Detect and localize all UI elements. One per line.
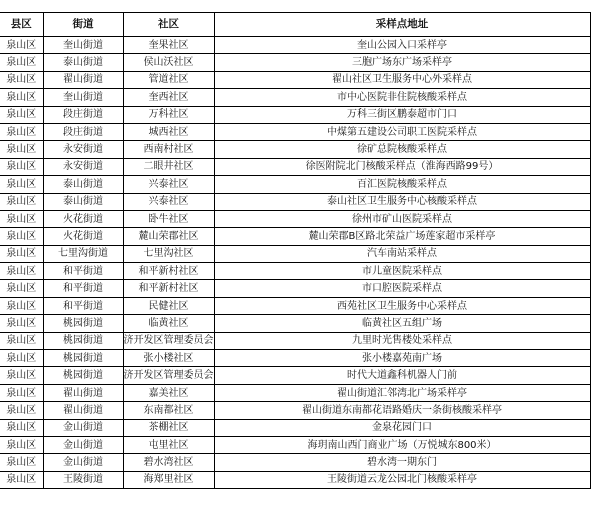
cell-community: 卧牛社区: [123, 210, 214, 227]
table-row: [0, 193, 590, 210]
header-district: 县区: [0, 13, 43, 37]
cell-address: 徐矿总院核酸采样点: [214, 141, 590, 158]
cell-address: 碧水湾一期东门: [214, 454, 590, 471]
cell-address: 张小楼嘉苑南广场: [214, 350, 590, 367]
table-row: [0, 228, 590, 245]
cell-street: 奎山街道: [43, 89, 123, 106]
cell-street: 金山街道: [43, 419, 123, 436]
header-address: 采样点地址: [214, 13, 590, 37]
cell-address: 海玥南山西门商业广场（万悦城东800米）: [214, 436, 590, 453]
cell-address: 西苑社区卫生服务中心采样点: [214, 297, 590, 314]
cell-street: 桃园街道: [43, 332, 123, 349]
cell-community: 七里沟社区: [123, 245, 214, 262]
cell-district: 泉山区: [0, 436, 43, 453]
spreadsheet-sheet: [0, 12, 600, 489]
cell-street: 金山街道: [43, 436, 123, 453]
cell-street: 段庄街道: [43, 123, 123, 140]
cell-district: 泉山区: [0, 71, 43, 88]
cell-community: 海郑里社区: [123, 471, 214, 488]
cell-address: 百汇医院核酸采样点: [214, 176, 590, 193]
cell-address: 金泉花园门口: [214, 419, 590, 436]
cell-address: 九里时光售楼处采样点: [214, 332, 590, 349]
cell-community: 民健社区: [123, 297, 214, 314]
table-row: [0, 245, 590, 262]
cell-address: 中煤第五建设公司职工医院采样点: [214, 123, 590, 140]
table-row: [0, 367, 590, 384]
cell-address: 徐医附院北门核酸采样点（淮海西路99号）: [214, 158, 590, 175]
cell-community: 和平新村社区: [123, 263, 214, 280]
cell-street: 桃园街道: [43, 367, 123, 384]
cell-street: 奎山街道: [43, 37, 123, 54]
table-row: [0, 89, 590, 106]
cell-street: 和平街道: [43, 263, 123, 280]
cell-community: 兴泰社区: [123, 193, 214, 210]
header-community: 社区: [123, 13, 214, 37]
cell-community: 济开发区管理委员会: [123, 332, 214, 349]
cell-address: 三胞广场东广场采样亭: [214, 54, 590, 71]
cell-address: 麓山荣郡B区路北荣益广场莲家超市采样亭: [214, 228, 590, 245]
cell-district: 泉山区: [0, 332, 43, 349]
cell-street: 和平街道: [43, 280, 123, 297]
cell-address: 临黄社区五组广场: [214, 315, 590, 332]
header-street: 街道: [43, 13, 123, 37]
table-row: [0, 350, 590, 367]
cell-district: 泉山区: [0, 315, 43, 332]
cell-community: 茶棚社区: [123, 419, 214, 436]
cell-community: 屯里社区: [123, 436, 214, 453]
table-header-row: [0, 13, 590, 37]
table-row: [0, 37, 590, 54]
table-row: [0, 263, 590, 280]
cell-street: 和平街道: [43, 297, 123, 314]
table-row: [0, 315, 590, 332]
cell-district: 泉山区: [0, 141, 43, 158]
sampling-sites-table: [0, 12, 591, 489]
cell-district: 泉山区: [0, 210, 43, 227]
table-row: [0, 384, 590, 401]
cell-community: 东南都社区: [123, 402, 214, 419]
table-row: [0, 419, 590, 436]
table-row: [0, 471, 590, 488]
cell-address: 万科三街区鹏泰超市门口: [214, 106, 590, 123]
cell-street: 泰山街道: [43, 176, 123, 193]
cell-community: 城西社区: [123, 123, 214, 140]
cell-district: 泉山区: [0, 471, 43, 488]
cell-district: 泉山区: [0, 297, 43, 314]
cell-street: 泰山街道: [43, 54, 123, 71]
cell-address: 翟山街道东南都花语路婚庆一条街核酸采样亭: [214, 402, 590, 419]
cell-address: 市中心医院非住院核酸采样点: [214, 89, 590, 106]
cell-community: 管道社区: [123, 71, 214, 88]
table-row: [0, 123, 590, 140]
cell-district: 泉山区: [0, 454, 43, 471]
cell-district: 泉山区: [0, 123, 43, 140]
cell-district: 泉山区: [0, 367, 43, 384]
cell-district: 泉山区: [0, 350, 43, 367]
cell-community: 二眼井社区: [123, 158, 214, 175]
cell-address: 市口腔医院采样点: [214, 280, 590, 297]
cell-street: 翟山街道: [43, 71, 123, 88]
table-row: [0, 176, 590, 193]
table-body: [0, 37, 590, 489]
cell-community: 奎果社区: [123, 37, 214, 54]
cell-community: 麓山荣郡社区: [123, 228, 214, 245]
cell-address: 王陵街道云龙公园北门核酸采样亭: [214, 471, 590, 488]
table-row: [0, 436, 590, 453]
cell-street: 桃园街道: [43, 315, 123, 332]
cell-district: 泉山区: [0, 280, 43, 297]
cell-street: 翟山街道: [43, 402, 123, 419]
cell-district: 泉山区: [0, 158, 43, 175]
cell-street: 永安街道: [43, 158, 123, 175]
cell-community: 张小楼社区: [123, 350, 214, 367]
cell-address: 汽车南站采样点: [214, 245, 590, 262]
cell-street: 火花街道: [43, 228, 123, 245]
table-row: [0, 141, 590, 158]
cell-district: 泉山区: [0, 193, 43, 210]
cell-street: 王陵街道: [43, 471, 123, 488]
cell-street: 翟山街道: [43, 384, 123, 401]
cell-street: 桃园街道: [43, 350, 123, 367]
cell-address: 翟山街道汇邻湾北广场采样亭: [214, 384, 590, 401]
cell-district: 泉山区: [0, 54, 43, 71]
table-row: [0, 210, 590, 227]
table-row: [0, 106, 590, 123]
cell-community: 侯山沃社区: [123, 54, 214, 71]
cell-district: 泉山区: [0, 402, 43, 419]
cell-district: 泉山区: [0, 106, 43, 123]
cell-street: 段庄街道: [43, 106, 123, 123]
cell-community: 嘉美社区: [123, 384, 214, 401]
cell-district: 泉山区: [0, 37, 43, 54]
cell-district: 泉山区: [0, 176, 43, 193]
cell-street: 火花街道: [43, 210, 123, 227]
cell-district: 泉山区: [0, 89, 43, 106]
table-row: [0, 297, 590, 314]
cell-address: 奎山公园入口采样亭: [214, 37, 590, 54]
table-row: [0, 71, 590, 88]
table-row: [0, 402, 590, 419]
cell-community: 奎西社区: [123, 89, 214, 106]
cell-district: 泉山区: [0, 228, 43, 245]
cell-address: 市儿童医院采样点: [214, 263, 590, 280]
cell-community: 和平新村社区: [123, 280, 214, 297]
cell-street: 七里沟街道: [43, 245, 123, 262]
table-row: [0, 280, 590, 297]
cell-community: 碧水湾社区: [123, 454, 214, 471]
cell-street: 金山街道: [43, 454, 123, 471]
table-row: [0, 454, 590, 471]
cell-community: 济开发区管理委员会: [123, 367, 214, 384]
cell-district: 泉山区: [0, 263, 43, 280]
cell-address: 泰山社区卫生服务中心核酸采样点: [214, 193, 590, 210]
cell-community: 西南村社区: [123, 141, 214, 158]
table-row: [0, 332, 590, 349]
cell-street: 泰山街道: [43, 193, 123, 210]
table-row: [0, 158, 590, 175]
cell-district: 泉山区: [0, 384, 43, 401]
cell-community: 临黄社区: [123, 315, 214, 332]
cell-address: 翟山社区卫生服务中心外采样点: [214, 71, 590, 88]
cell-community: 兴泰社区: [123, 176, 214, 193]
cell-district: 泉山区: [0, 245, 43, 262]
cell-district: 泉山区: [0, 419, 43, 436]
cell-street: 永安街道: [43, 141, 123, 158]
table-row: [0, 54, 590, 71]
cell-community: 万科社区: [123, 106, 214, 123]
cell-address: 时代大道鑫科机器人门前: [214, 367, 590, 384]
cell-address: 徐州市矿山医院采样点: [214, 210, 590, 227]
